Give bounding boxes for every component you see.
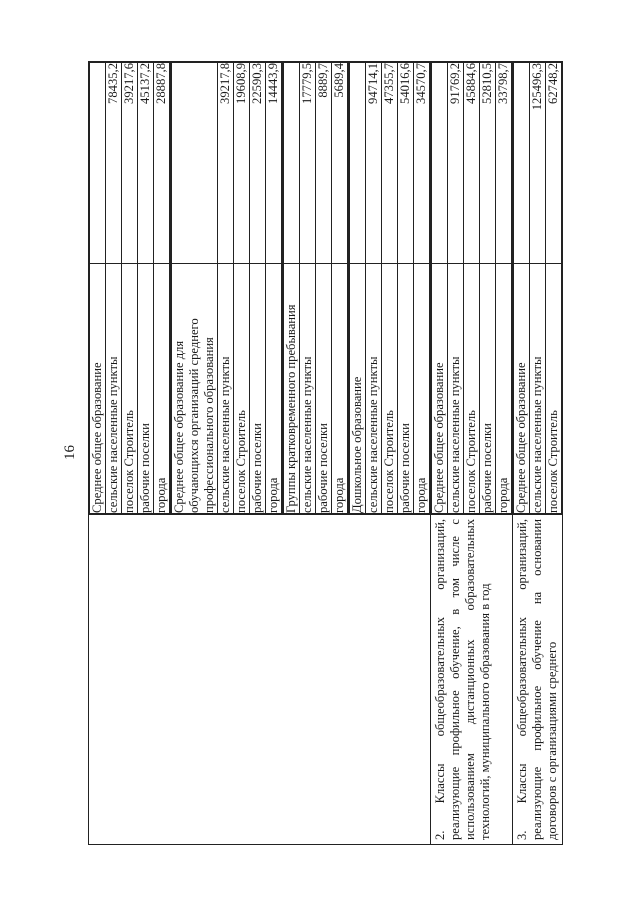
settlement-label: сельские населенные пункты — [448, 264, 464, 514]
category-subtable — [89, 62, 170, 514]
category-heading-row — [284, 63, 300, 514]
cost-value: 33798,7 — [496, 63, 512, 264]
category-heading-spacer — [350, 63, 366, 264]
category-group — [349, 62, 431, 515]
category-heading: Группы кратковременного пребывания — [284, 264, 300, 514]
category-group — [431, 62, 513, 515]
category-heading-spacer — [514, 63, 530, 264]
category-heading-row — [90, 63, 106, 514]
settlement-label: поселок Строитель — [464, 264, 480, 514]
category-heading-spacer — [172, 63, 218, 264]
cost-value: 52810,5 — [480, 63, 496, 264]
settlement-label: рабочие поселки — [138, 264, 154, 514]
settlement-label: сельские населенные пункты — [366, 264, 382, 514]
category-group — [171, 62, 283, 515]
category-heading: Среднее общее образование для обучающихся организаций среднего профессионального образования — [172, 264, 218, 514]
cost-value: 5689,4 — [332, 63, 348, 264]
cost-table — [88, 61, 563, 845]
cost-value: 47355,7 — [382, 63, 398, 264]
settlement-row — [496, 63, 512, 514]
settlement-row — [414, 63, 430, 514]
category-heading: Дошкольное образование — [350, 264, 366, 514]
category-heading-row — [514, 63, 530, 514]
settlement-label: города — [266, 264, 282, 514]
settlement-row — [218, 63, 234, 514]
settlement-label: города — [332, 264, 348, 514]
category-subtable — [431, 62, 512, 514]
cost-value: 39217,8 — [218, 63, 234, 264]
cost-value: 28887,8 — [154, 63, 170, 264]
category-heading-row — [350, 63, 366, 514]
settlement-row — [300, 63, 316, 514]
settlement-label: рабочие поселки — [480, 264, 496, 514]
settlement-label: поселок Строитель — [122, 264, 138, 514]
settlement-row — [332, 63, 348, 514]
cost-value: 125496,3 — [530, 63, 546, 264]
cost-value: 17779,5 — [300, 63, 316, 264]
settlement-row — [480, 63, 496, 514]
settlement-row — [316, 63, 332, 514]
table-row — [89, 62, 171, 845]
category-subtable — [171, 62, 282, 514]
cost-value: 39217,6 — [122, 63, 138, 264]
settlement-label: поселок Строитель — [546, 264, 562, 514]
settlement-label: поселок Строитель — [234, 264, 250, 514]
category-subtable — [349, 62, 430, 514]
category-heading-spacer — [90, 63, 106, 264]
cost-value: 54016,6 — [398, 63, 414, 264]
settlement-row — [122, 63, 138, 514]
category-heading: Среднее общее образование — [514, 264, 530, 514]
settlement-row — [546, 63, 562, 514]
settlement-label: рабочие поселки — [316, 264, 332, 514]
cost-value: 45884,6 — [464, 63, 480, 264]
settlement-label: города — [154, 264, 170, 514]
cost-value: 78435,2 — [106, 63, 122, 264]
settlement-label: города — [414, 264, 430, 514]
settlement-row — [464, 63, 480, 514]
cost-value: 14443,9 — [266, 63, 282, 264]
indicator-description: 2. Классы общеобразовательных организаций, реализующие профильное обучение, в том числе с использованием дистанционных образовательных технологий, муниципального образования в год — [431, 515, 513, 845]
settlement-row — [530, 63, 546, 514]
settlement-label: поселок Строитель — [382, 264, 398, 514]
category-group — [283, 62, 349, 515]
settlement-label: рабочие поселки — [250, 264, 266, 514]
cost-value: 91769,2 — [448, 63, 464, 264]
category-heading-spacer — [284, 63, 300, 264]
category-heading-row — [432, 63, 448, 514]
settlement-row — [250, 63, 266, 514]
category-group — [89, 62, 171, 515]
settlement-row — [106, 63, 122, 514]
cost-value: 45137,2 — [138, 63, 154, 264]
table-row — [431, 62, 513, 845]
table-row — [513, 62, 563, 845]
cost-value: 62748,2 — [546, 63, 562, 264]
category-heading-spacer — [432, 63, 448, 264]
settlement-label: города — [496, 264, 512, 514]
settlement-label: сельские населенные пункты — [218, 264, 234, 514]
category-heading: Среднее общее образование — [90, 264, 106, 514]
category-heading: Среднее общее образование — [432, 264, 448, 514]
settlement-row — [398, 63, 414, 514]
category-subtable — [283, 62, 348, 514]
cost-value: 94714,1 — [366, 63, 382, 264]
settlement-row — [366, 63, 382, 514]
cost-value: 34570,7 — [414, 63, 430, 264]
category-group — [513, 62, 563, 515]
settlement-label: рабочие поселки — [398, 264, 414, 514]
settlement-row — [382, 63, 398, 514]
page-number: 16 — [62, 445, 78, 460]
settlement-label: сельские населенные пункты — [300, 264, 316, 514]
settlement-row — [138, 63, 154, 514]
settlement-label: сельские населенные пункты — [530, 264, 546, 514]
settlement-row — [154, 63, 170, 514]
category-heading-row — [172, 63, 218, 514]
indicator-description: 3. Классы общеобразовательных организаций, реализующие профильное обучение на основании договоров с организациями среднего — [513, 515, 563, 845]
cost-value: 22590,3 — [250, 63, 266, 264]
cost-value: 19608,9 — [234, 63, 250, 264]
category-subtable — [513, 62, 562, 514]
settlement-label: сельские населенные пункты — [106, 264, 122, 514]
cost-value: 8889,7 — [316, 63, 332, 264]
indicator-description — [89, 515, 431, 845]
settlement-row — [234, 63, 250, 514]
settlement-row — [266, 63, 282, 514]
settlement-row — [448, 63, 464, 514]
